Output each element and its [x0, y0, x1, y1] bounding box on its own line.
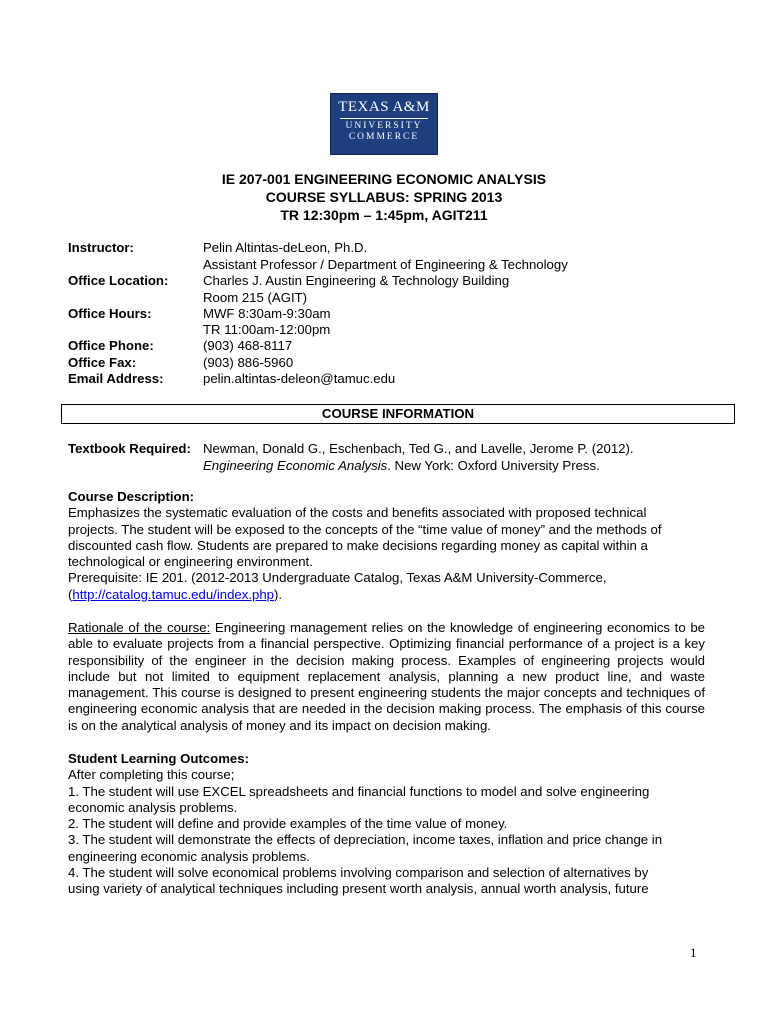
course-description-line: Emphasizes the systematic evaluation of the costs and benefits associated with proposed technical — [68, 505, 647, 521]
rationale-heading: Rationale of the course: — [68, 620, 211, 635]
rationale-paragraph — [68, 620, 705, 734]
rationale-text: Engineering management relies on the knowledge of engineering economics to be able to evaluate projects from a financial perspective. Optimizing financial performance of a project is a key responsibility of the engineer in the decision making process. Examples of engineering projects would include but not limited to equipment replacement analysis, planning a new product line, and waste management. This course is designed to present engineering students the major concepts and techniques of engineering economic analysis that are needed in the decision making process. The emphasis of this course is on the analytical analysis of money and its impact on decision making. — [68, 620, 705, 733]
office-location-building: Charles J. Austin Engineering & Technology Building — [203, 273, 510, 288]
office-hours-mwf: MWF 8:30am-9:30am — [203, 306, 331, 321]
textbook-title: Engineering Economic Analysis — [203, 458, 388, 473]
office-location-room: Room 215 (AGIT) — [203, 290, 308, 305]
logo-line-1: TEXAS A&M — [338, 99, 430, 115]
office-fax: (903) 886-5960 — [203, 355, 294, 370]
course-title: IE 207-001 ENGINEERING ECONOMIC ANALYSIS — [221, 171, 547, 187]
catalog-link[interactable]: http://catalog.tamuc.edu/index.php — [72, 586, 275, 602]
course-description-line: technological or engineering environment. — [68, 554, 313, 570]
learning-outcomes-intro: After completing this course; — [68, 767, 235, 783]
link-close-paren: ). — [274, 586, 283, 602]
course-description-line: discounted cash flow. Students are prepared to make decisions regarding money as capital within a — [68, 537, 648, 553]
course-description-heading: Course Description: — [68, 489, 195, 504]
email-address: pelin.altintas-deleon@tamuc.edu — [203, 371, 396, 386]
outcome-item: economic analysis problems. — [68, 799, 238, 815]
outcome-item: engineering economic analysis problems. — [68, 848, 310, 864]
learning-outcomes-heading: Student Learning Outcomes: — [68, 751, 249, 766]
instructor-name: Pelin Altintas-deLeon, Ph.D. — [203, 240, 368, 255]
textbook-label: Textbook Required: — [68, 441, 191, 456]
outcome-item: 2. The student will define and provide examples of the time value of money. — [68, 816, 508, 832]
textbook-publisher: . New York: Oxford University Press. — [387, 458, 600, 473]
outcome-item: 4. The student will solve economical problems involving comparison and selection of alternatives by — [68, 865, 649, 881]
office-hours-label: Office Hours: — [68, 306, 152, 321]
office-phone: (903) 468-8117 — [203, 338, 293, 353]
office-fax-label: Office Fax: — [68, 355, 137, 370]
course-description-line: projects. The student will be exposed to the concepts of the “time value of money” and the methods of — [68, 521, 662, 537]
syllabus-title: COURSE SYLLABUS: SPRING 2013 — [265, 189, 503, 205]
textbook-citation — [203, 458, 600, 474]
course-information-heading: COURSE INFORMATION — [61, 404, 735, 424]
outcome-item: 1. The student will use EXCEL spreadsheets and financial functions to model and solve engineering — [68, 783, 650, 799]
logo-line-3: COMMERCE — [348, 132, 420, 142]
instructor-title: Assistant Professor / Department of Engineering & Technology — [203, 257, 568, 272]
outcome-item: using variety of analytical techniques including present worth analysis, annual worth analysis, future — [68, 881, 649, 897]
meeting-time: TR 12:30pm – 1:45pm, AGIT211 — [280, 207, 488, 223]
office-phone-label: Office Phone: — [68, 338, 154, 353]
office-hours-tr: TR 11:00am-12:00pm — [203, 322, 331, 337]
link-open-paren: ( — [68, 586, 73, 602]
instructor-label: Instructor: — [68, 240, 134, 255]
outcome-item: 3. The student will demonstrate the effects of depreciation, income taxes, inflation and price change in — [68, 832, 663, 848]
logo-rule — [340, 118, 428, 119]
course-description — [68, 489, 705, 603]
office-location-label: Office Location: — [68, 273, 169, 288]
prerequisite-line: Prerequisite: IE 201. (2012-2013 Undergraduate Catalog, Texas A&M University-Commerce, — [68, 570, 607, 586]
learning-outcomes — [68, 751, 705, 898]
textbook-authors: Newman, Donald G., Eschenbach, Ted G., and Lavelle, Jerome P. (2012). — [203, 441, 634, 456]
catalog-link-line — [68, 587, 705, 603]
logo-line-2: UNIVERSITY — [345, 121, 423, 131]
email-label: Email Address: — [68, 371, 164, 386]
university-logo — [330, 93, 438, 155]
page-number: 1 — [690, 945, 697, 960]
